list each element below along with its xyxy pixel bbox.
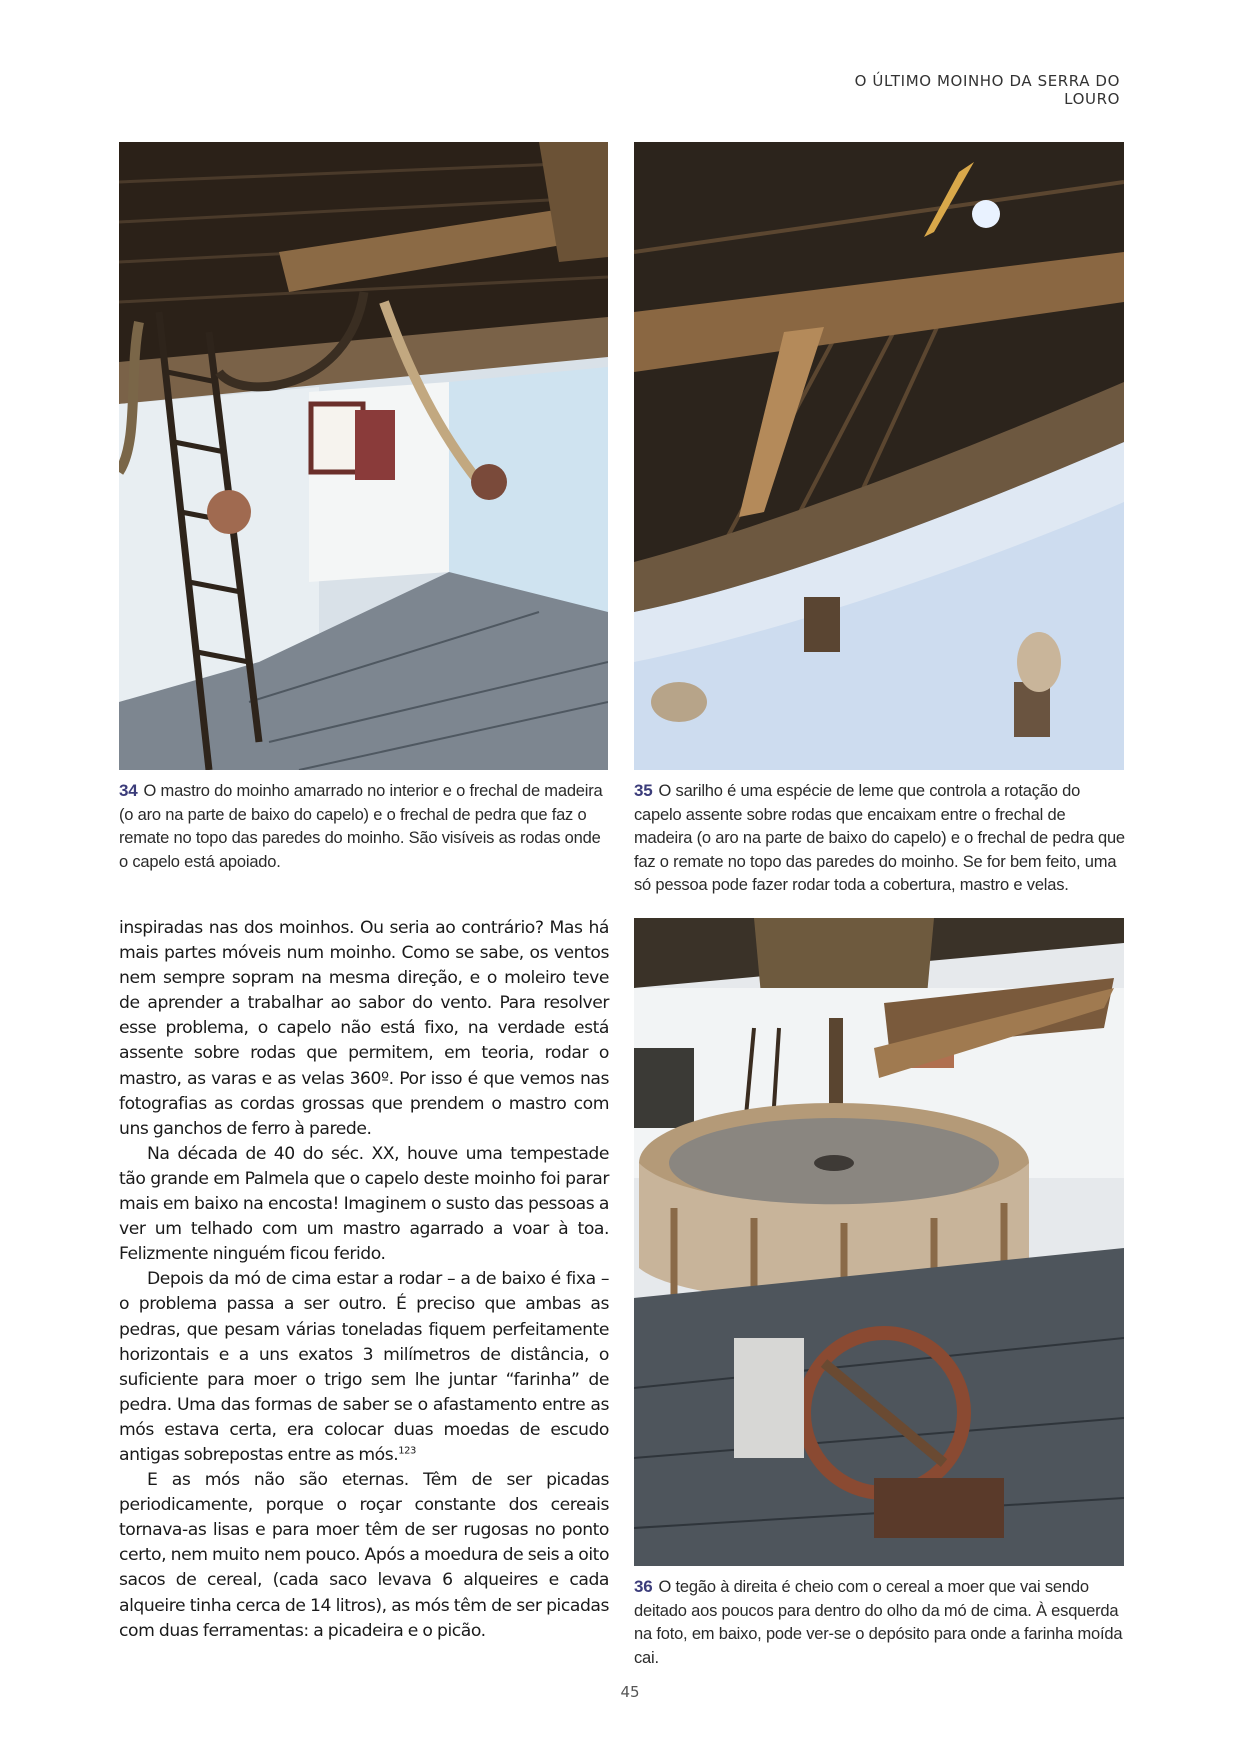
- paragraph: [119, 1267, 609, 1468]
- caption-number: 35: [634, 781, 653, 800]
- photo-millstones: [634, 918, 1124, 1566]
- page-number: 45: [620, 1683, 640, 1701]
- caption-35: [634, 779, 1128, 898]
- caption-34: [119, 779, 611, 874]
- caption-text: O tegão à direita é cheio com o cereal a moer que vai sendo deitado aos poucos para dentro do olho da mó de cima. À esquerda na foto, em baixo, pode ver-se o depósito para onde a farinha moída cai.: [634, 1578, 1123, 1667]
- running-head: O ÚLTIMO MOINHO DA SERRA DO LOURO: [854, 72, 1120, 108]
- body-text: [119, 916, 609, 1644]
- photo-mast-interior: [119, 142, 608, 770]
- paragraph: E as mós não são eternas. Têm de ser picadas periodicamente, porque o roçar constante dos cereais tornava-as lisas e para moer têm de ser rugosas no ponto certo, nem muito nem pouco. Após a moedura de seis a oito sacos de cereal, (cada saco levava 6 alqueires e cada alqueire tinha cerca de 14 litros), as mós têm de ser picadas com duas ferramentas: a picadeira e o picão.: [119, 1470, 610, 1641]
- caption-number: 36: [634, 1577, 653, 1596]
- caption-number: 34: [119, 781, 138, 800]
- footnote-ref: 123: [398, 1445, 416, 1457]
- caption-text: O sarilho é uma espécie de leme que controla a rotação do capelo assente sobre rodas que encaixam entre o frechal de madeira (o aro na parte de baixo do capelo) e o frechal de pedra que faz o remate no topo das paredes do moinho. Se for bem feito, uma só pessoa pode fazer rodar toda a cobertura, mastro e velas.: [634, 782, 1125, 894]
- photo-sarilho: [634, 142, 1124, 770]
- paragraph: inspiradas nas dos moinhos. Ou seria ao contrário? Mas há mais partes móveis num moinho. Como se sabe, os ventos nem sempre sopram na mesma direção, e o moleiro teve de aprender a trabalhar ao sabor do vento. Para resolver esse problema, o capelo não está fixo, na verdade está assente sobre rodas que permitem, em teoria, rodar o mastro, as varas e as velas 360º. Por isso é que vemos nas fotografias as cordas grossas que prendem o mastro com uns ganchos de ferro à parede.: [119, 918, 609, 1139]
- paragraph-text: Depois da mó de cima estar a rodar – a de baixo é fixa – o problema passa a ser outro. É preciso que ambas as pedras, que pesam várias toneladas fiquem perfeitamente horizontais e a uns exatos 3 milímetros de distância, o suficiente para moer o trigo sem lhe juntar “farinha” de pedra. Uma das formas de saber se o afastamento entre as mós estava certa, era colocar duas moedas de escudo antigas sobrepostas entre as mós.: [119, 1269, 609, 1465]
- paragraph: Na década de 40 do séc. XX, houve uma tempestade tão grande em Palmela que o capelo deste moinho foi parar mais em baixo na encosta! Imaginem o susto das pessoas a ver um telhado com um mastro agarrado a voar à toa. Felizmente ninguém ficou ferido.: [119, 1143, 609, 1265]
- caption-text: O mastro do moinho amarrado no interior e o frechal de madeira (o aro na parte de baixo do capelo) e o frechal de pedra que faz o remate no topo das paredes do moinho. São visíveis as rodas onde o capelo está apoiado.: [119, 782, 603, 871]
- caption-36: [634, 1575, 1128, 1670]
